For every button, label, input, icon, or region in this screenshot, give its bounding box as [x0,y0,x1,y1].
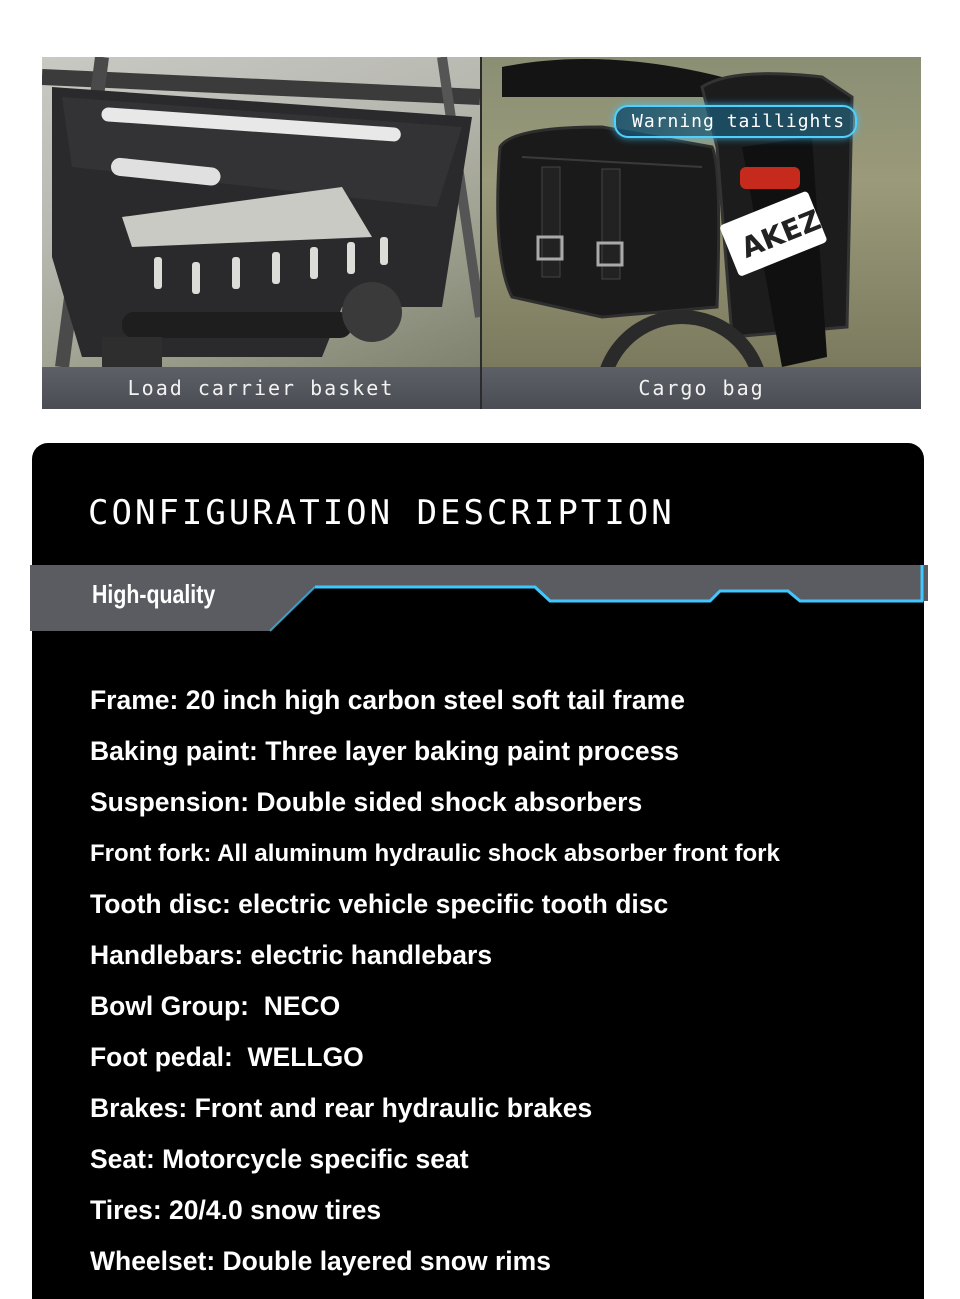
load-carrier-basket-photo [42,57,480,367]
accessory-photo-strip [42,57,921,409]
spec-wheelset: Wheelset: Double layered snow rims [90,1246,551,1276]
photo-divider [480,57,482,409]
cargo-bag-photo [482,57,921,367]
spec-front-fork: Front fork: All aluminum hydraulic shock absorber front fork [90,840,780,867]
high-quality-label: High-quality [92,579,216,609]
cargo-bag-illustration [482,57,921,367]
spec-tires: Tires: 20/4.0 snow tires [90,1195,382,1225]
spec-list [90,675,780,1287]
spec-brakes: Brakes: Front and rear hydraulic brakes [90,1093,593,1123]
spec-handlebars: Handlebars: electric handlebars [90,940,493,970]
spec-baking-paint: Baking paint: Three layer baking paint process [90,736,680,766]
configuration-title: CONFIGURATION DESCRIPTION [88,493,675,533]
svg-text:AKEZ: AKEZ [736,203,826,265]
spec-seat: Seat: Motorcycle specific seat [90,1144,469,1174]
spec-bowl-group: Bowl Group: NECO [90,991,341,1021]
load-carrier-basket-caption: Load carrier basket [42,367,480,409]
warning-taillights-tag: Warning taillights [614,105,857,138]
cargo-bag-caption: Cargo bag [482,367,921,409]
basket-illustration [42,57,480,367]
spec-frame: Frame: 20 inch high carbon steel soft tail frame [90,685,685,715]
spec-foot-pedal: Foot pedal: WELLGO [90,1042,364,1072]
spec-suspension: Suspension: Double sided shock absorbers [90,787,643,817]
configuration-panel [32,443,924,1299]
spec-tooth-disc: Tooth disc: electric vehicle specific tooth disc [90,889,669,919]
